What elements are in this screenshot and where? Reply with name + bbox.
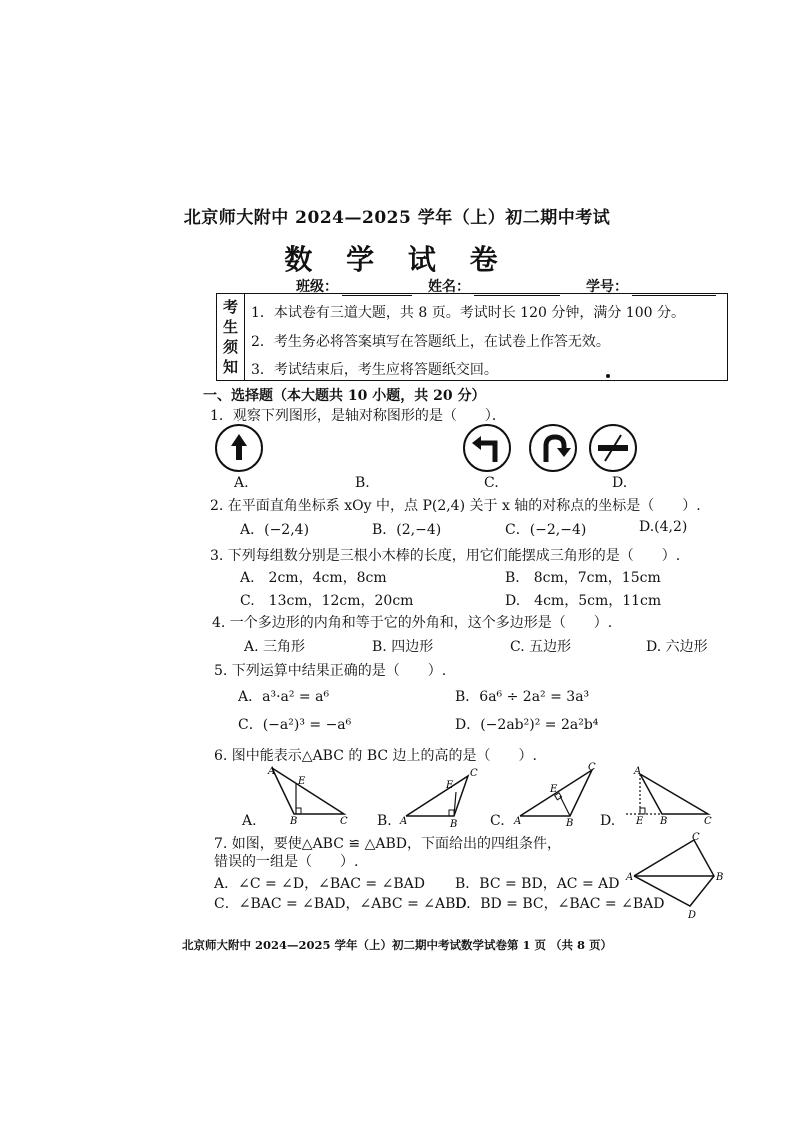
label-e: E bbox=[550, 784, 558, 795]
label-b: B bbox=[660, 816, 668, 827]
q4-option: A. 三角形 bbox=[244, 639, 306, 655]
page-title: 数 学 试 卷 bbox=[284, 243, 510, 276]
label-e: E bbox=[446, 780, 454, 791]
question-4-stem: 4. 一个多边形的内角和等于它的外角和，这个多边形是（ ）. bbox=[212, 615, 613, 631]
q1-option: C. bbox=[484, 475, 499, 491]
q7-option: D．BD = BC，∠BAC = ∠BAD bbox=[455, 896, 665, 912]
notice-label bbox=[217, 294, 245, 380]
sign-straight-arrow bbox=[216, 425, 262, 471]
label-e: E bbox=[298, 776, 306, 787]
q2-option: D.(4,2) bbox=[639, 519, 688, 535]
exam-notice-box bbox=[216, 293, 728, 381]
q3-option: D. 4cm，5cm，11cm bbox=[505, 593, 662, 609]
label-b: B bbox=[450, 819, 458, 830]
id-label: 学号： bbox=[586, 279, 628, 295]
notice-label-char: 生 bbox=[222, 318, 238, 336]
q6-option: B. bbox=[377, 813, 392, 829]
q6-figure-c bbox=[513, 762, 596, 829]
question-6-stem: 6. 图中能表示△ABC 的 BC 边上的高的是（ ）. bbox=[214, 748, 538, 764]
label-d: D bbox=[688, 910, 697, 920]
label-b: B bbox=[566, 818, 574, 829]
label-c: C bbox=[340, 816, 348, 827]
notice-label-char: 知 bbox=[222, 358, 238, 376]
q4-option: B. 四边形 bbox=[372, 639, 434, 655]
q1-option: B. bbox=[355, 475, 370, 491]
section-title: 一、选择题（本大题共 10 小题，共 20 分） bbox=[203, 388, 486, 404]
q5-option: A．a³·a² = a⁶ bbox=[238, 689, 330, 705]
q7-option: B．BC = BD，AC = AD bbox=[455, 876, 620, 892]
label-c: C bbox=[470, 768, 478, 779]
sign-u-turn-arrow bbox=[530, 425, 576, 471]
q6-option: C. bbox=[490, 813, 505, 829]
q6-option: D. bbox=[600, 813, 616, 829]
school-exam-title: 北京师大附中 2024—2025 学年（上）初二期中考试 bbox=[183, 208, 611, 228]
page-footer: 北京师大附中 2024—2025 学年（上）初二期中考试数学试卷第 1 页 （共 8 页） bbox=[181, 938, 613, 952]
label-a: A bbox=[268, 766, 276, 777]
label-a: A bbox=[514, 816, 522, 827]
notice-item: 2．考生务必将答案填写在答题纸上，在试卷上作答无效。 bbox=[251, 334, 610, 350]
q1-option: D. bbox=[612, 475, 628, 491]
label-c: C bbox=[588, 762, 596, 773]
ink-dot bbox=[606, 374, 610, 378]
q1-option: A. bbox=[234, 475, 249, 491]
q2-option: C．(−2,−4) bbox=[505, 522, 587, 538]
q4-option: D. 六边形 bbox=[646, 639, 708, 655]
q4-option: C. 五边形 bbox=[510, 639, 572, 655]
name-label: 姓名： bbox=[428, 279, 470, 295]
question-3-stem: 3. 下列每组数分别是三根小木棒的长度，用它们能摆成三角形的是（ ）. bbox=[210, 548, 681, 564]
question-7-stem-2: 错误的一组是（ ）. bbox=[214, 854, 359, 870]
label-a: A bbox=[400, 816, 408, 827]
q5-option: D．(−2ab²)² = 2a²b⁴ bbox=[455, 717, 599, 733]
q7-option: C．∠BAC = ∠BAD，∠ABC = ∠ABD bbox=[214, 896, 467, 912]
q5-option: C．(−a²)³ = −a⁶ bbox=[238, 717, 352, 733]
question-6-figures bbox=[236, 762, 726, 832]
notice-label-char: 须 bbox=[222, 338, 238, 356]
q6-figure-b bbox=[399, 768, 478, 830]
question-1-stem: 1．观察下列图形，是轴对称图形的是（ ）． bbox=[210, 408, 506, 424]
q5-option: B．6a⁶ ÷ 2a² = 3a³ bbox=[455, 689, 590, 705]
label-e: E bbox=[636, 816, 644, 827]
q6-option: A. bbox=[242, 813, 257, 829]
q3-option: A. 2cm，4cm，8cm bbox=[240, 570, 387, 586]
label-b: B bbox=[716, 872, 724, 883]
notice-item: 3．考试结束后，考生应将答题纸交回。 bbox=[251, 362, 498, 378]
sign-left-turn-arrow bbox=[464, 425, 510, 471]
q2-option: A．(−2,4) bbox=[240, 522, 310, 538]
question-5-stem: 5. 下列运算中结果正确的是（ ）. bbox=[214, 663, 447, 679]
q6-figure-d bbox=[626, 766, 712, 827]
class-label: 班级： bbox=[296, 279, 338, 295]
q2-option: B．(2,−4) bbox=[372, 522, 442, 538]
q3-option: B. 8cm，7cm，15cm bbox=[505, 570, 661, 586]
q7-option: A．∠C = ∠D，∠BAC = ∠BAD bbox=[214, 876, 425, 892]
notice-item: 1．本试卷有三道大题，共 8 页。考试时长 120 分钟，满分 100 分。 bbox=[251, 305, 685, 321]
question-7-stem: 7. 如图，要使△ABC ≌ △ABD，下面给出的四组条件， bbox=[214, 836, 561, 852]
label-a: A bbox=[634, 766, 642, 777]
sign-no-overtaking bbox=[590, 425, 636, 471]
label-b: B bbox=[290, 816, 298, 827]
label-c: C bbox=[692, 832, 700, 843]
label-a: A bbox=[626, 872, 634, 883]
question-2-stem: 2. 在平面直角坐标系 xOy 中，点 P(2,4) 关于 x 轴的对称点的坐标是（ ）. bbox=[210, 498, 701, 514]
q3-option: C. 13cm，12cm，20cm bbox=[240, 593, 414, 609]
label-c: C bbox=[704, 816, 712, 827]
question-1-figures bbox=[200, 424, 660, 474]
notice-label-char: 考 bbox=[222, 298, 238, 316]
q6-figure-a bbox=[267, 766, 348, 827]
